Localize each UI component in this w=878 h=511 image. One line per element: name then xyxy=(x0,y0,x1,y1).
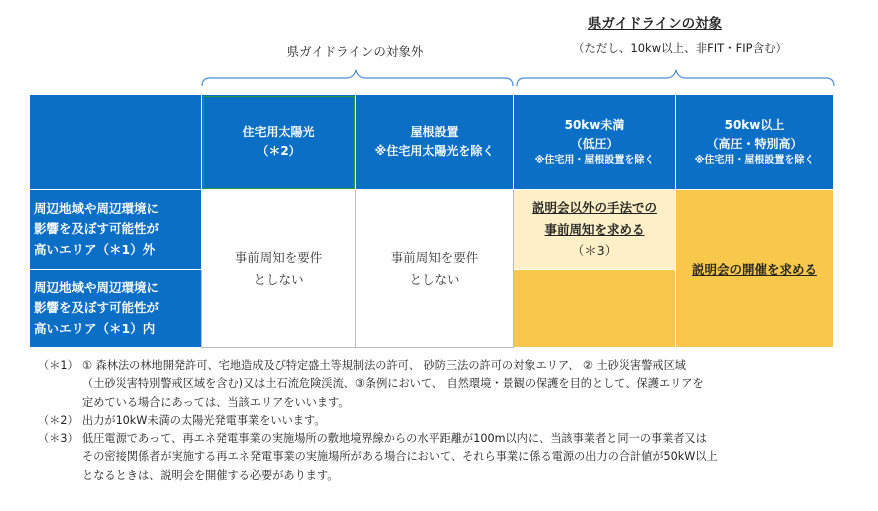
col2-text-line2: としない xyxy=(409,271,460,287)
cell-over-50kw-requirement xyxy=(676,190,834,348)
footnote-3-mark: （＊3） xyxy=(38,432,79,445)
row1-line1: 周辺地域や周辺環境に xyxy=(34,200,160,216)
row1-line2: 影響を及ぼす可能性が xyxy=(34,221,160,237)
footnote-3-line2: その密接関係者が実施する再エネ発電事業の実施場所がある場合において、それら事業に係る電源の出力の合計値が50kW以上 xyxy=(82,450,718,464)
footnote-3-line3: となるときは、説明会を開催する必要があります。 xyxy=(82,468,339,482)
footnote-1 xyxy=(38,357,868,412)
cell-rooftop-requirement xyxy=(356,190,514,348)
col1-line1: 住宅用太陽光 xyxy=(242,125,315,140)
group-braces xyxy=(0,66,878,92)
col4-note: ※住宅用・屋根設置を除く xyxy=(694,155,815,167)
col2-line1: 屋根設置 xyxy=(410,125,459,140)
footnote-3-line1: 低圧電源であって、再エネ発電事業の実施場所の敷地境界線からの水平距離が100m以内に、当該事業者と同一の事業者又は xyxy=(82,432,707,445)
footnote-2-mark: （＊2） xyxy=(38,413,79,427)
guideline-table xyxy=(29,94,834,348)
footnotes xyxy=(38,357,868,485)
col2-text-line1: 事前周知を要件 xyxy=(390,249,479,265)
row1-line3: 高いエリア（＊1）外 xyxy=(34,241,156,257)
footnote-1-line2: （土砂災害特別警戒区域を含む)又は土石流危険渓流、③条例において、 自然環境・景観の保護を目的として、保護エリアを xyxy=(82,377,704,391)
guideline-target-title: 県ガイドラインの対象 xyxy=(587,16,723,32)
col3-text-line3: （＊3） xyxy=(571,243,618,259)
col-header-residential-solar xyxy=(202,95,356,190)
col4-text: 説明会の開催を求める xyxy=(691,261,817,277)
col3-text-line2: 事前周知を求める xyxy=(544,221,645,237)
row-header-outside-area xyxy=(30,190,202,270)
guideline-outside-title: 県ガイドラインの対象外 xyxy=(286,44,424,59)
target-brace xyxy=(517,70,834,86)
col-header-over-50kw xyxy=(676,95,834,190)
row-header-inside-area xyxy=(30,270,202,348)
footnote-1-line3: 定めている場合にあっては、当該エリアをいいます。 xyxy=(82,395,350,409)
col3-note: ※住宅用・屋根設置を除く xyxy=(534,155,655,167)
col-header-rooftop xyxy=(356,95,514,190)
col3-text-line1: 説明会以外の手法での xyxy=(531,199,657,215)
col4-line2: （高圧・特別高） xyxy=(706,136,803,151)
col1-line2: （＊2） xyxy=(256,144,301,158)
col2-line2: ※住宅用太陽光を除く xyxy=(374,144,495,158)
footnote-1-line1: ① 森林法の林地開発許可、宅地造成及び特定盛土等規制法の許可、 砂防三法の許可の対象エリア、 ② 土砂災害警戒区域 xyxy=(82,359,686,372)
cell-under-50kw-inside xyxy=(514,270,676,348)
row2-line3: 高いエリア（＊1）内 xyxy=(34,320,156,336)
row2-line2: 影響を及ぼす可能性が xyxy=(34,300,160,316)
cell-under-50kw-outside xyxy=(514,190,676,270)
cell-residential-requirement xyxy=(202,190,356,348)
col1-text-line1: 事前周知を要件 xyxy=(234,249,323,265)
col1-text-line2: としない xyxy=(253,271,304,287)
col4-line1: 50kw以上 xyxy=(724,117,785,132)
footnote-3 xyxy=(38,430,868,485)
outside-brace xyxy=(202,70,513,86)
col-header-under-50kw xyxy=(514,95,676,190)
col3-line2: （低圧） xyxy=(570,136,619,151)
footnote-2-line1: 出力が10kW未満の太陽光発電事業をいいます。 xyxy=(82,413,326,427)
footnote-1-mark: （＊1） xyxy=(38,359,79,372)
row2-line1: 周辺地域や周辺環境に xyxy=(34,279,160,295)
header-corner xyxy=(30,95,202,190)
col3-line1: 50kw未満 xyxy=(564,117,625,132)
guideline-target-note: （ただし、10kw以上、非FIT・FIP含む） xyxy=(572,41,788,55)
footnote-2 xyxy=(38,412,868,430)
